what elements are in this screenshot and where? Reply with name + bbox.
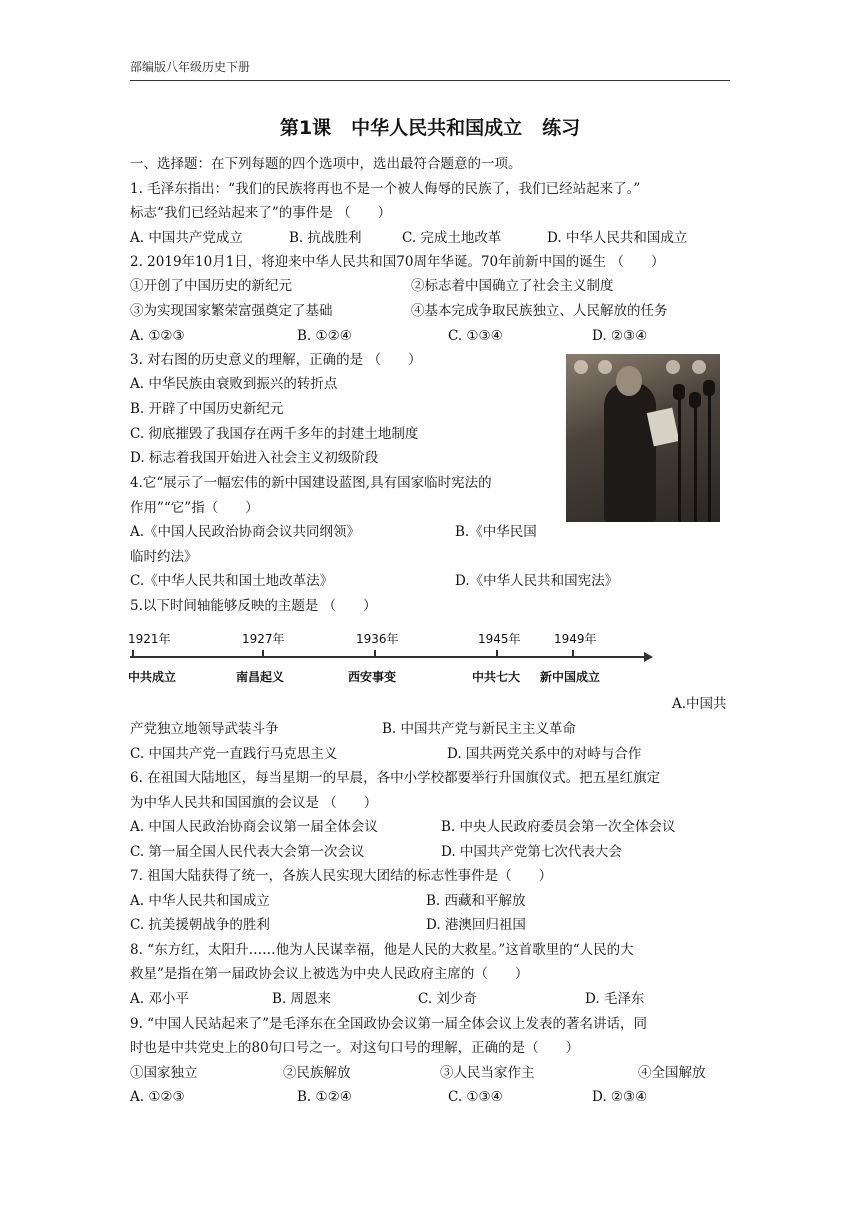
q9-stem-line1: 9. “中国人民站起来了”是毛泽东在全国政协会议第一届全体会议上发表的著名讲话，同: [130, 1016, 647, 1032]
q4-stem-line2: 作用”“它”指（ ）: [130, 500, 259, 516]
q9-statement-2: ②民族解放: [283, 1065, 351, 1081]
q8-stem-line1: 8. “东方红，太阳升……他为人民谋幸福，他是人民的大救星。”这首歌里的“人民的大: [130, 942, 634, 958]
title-suffix: 练习: [542, 117, 581, 139]
q2-stem: 2. 2019年10月1日，将迎来中华人民共和国70周年华诞。70年前新中国的诞生 （ ）: [130, 254, 665, 270]
page-title: [0, 115, 860, 141]
timeline-tick: [262, 650, 264, 657]
q2-option-a: A. ①②③: [130, 328, 185, 344]
q9-option-a: A. ①②③: [130, 1089, 185, 1105]
q2-statement-3: ③为实现国家繁荣富强奠定了基础: [130, 303, 333, 319]
timeline-tick: [374, 650, 376, 657]
q2-statement-2: ②标志着中国确立了社会主义制度: [411, 278, 614, 294]
q5-stem: 5.以下时间轴能够反映的主题是 （ ）: [130, 598, 377, 614]
q9-stem-line2: 时也是中共党史上的80句口号之一。对这句口号的理解，正确的是（ ）: [130, 1040, 580, 1056]
timeline-axis: [130, 656, 646, 658]
q4-option-a: A.《中国人民政治协商会议共同纲领》: [130, 524, 361, 540]
q5-option-d: D. 国共两党关系中的对峙与合作: [447, 746, 642, 762]
q1-stem-line1: 1. 毛泽东指出：“我们的民族将再也不是一个被人侮辱的民族了，我们已经站起来了。”: [130, 181, 641, 197]
q2-statement-4: ④基本完成争取民族独立、人民解放的任务: [411, 303, 668, 319]
q6-option-c: C. 第一届全国人民代表大会第一次会议: [130, 844, 365, 860]
timeline-year: 1921年: [128, 632, 171, 646]
q1-option-b: B. 抗战胜利: [289, 230, 362, 246]
timeline-event: 中共成立: [128, 670, 177, 684]
q5-option-a-part1: A.中国共: [672, 696, 727, 712]
timeline-year: 1936年: [356, 632, 399, 646]
q7-option-c: C. 抗美援朝战争的胜利: [130, 917, 270, 933]
q2-option-c: C. ①③④: [448, 328, 503, 344]
q3-option-a: A. 中华民族由衰败到振兴的转折点: [130, 376, 338, 392]
q3-option-b: B. 开辟了中国历史新纪元: [130, 401, 284, 417]
timeline-arrow: [644, 652, 653, 662]
q9-option-b: B. ①②④: [297, 1089, 352, 1105]
q5-timeline: [126, 628, 656, 688]
timeline-year: 1927年: [242, 632, 285, 646]
q4-stem-line1: 4.它“展示了一幅宏伟的新中国建设蓝图,具有国家临时宪法的: [130, 475, 492, 491]
lesson-number: 第1课: [279, 117, 332, 139]
q6-stem-line1: 6. 在祖国大陆地区，每当星期一的早晨，各中小学校都要举行升国旗仪式。把五星红旗定: [130, 770, 661, 786]
q8-stem-line2: 救星”是指在第一届政协会议上被选为中央人民政府主席的（ ）: [130, 966, 529, 982]
q1-stem-line2: 标志“我们已经站起来了”的事件是 （ ）: [130, 205, 392, 221]
q9-option-c: C. ①③④: [448, 1089, 503, 1105]
q8-option-a: A. 邓小平: [130, 991, 189, 1007]
q5-option-a-part2: 产党独立地领导武装斗争: [130, 721, 279, 737]
q1-option-c: C. 完成土地改革: [402, 230, 502, 246]
q4-option-b-part2: 临时约法》: [130, 549, 198, 565]
q7-option-a: A. 中华人民共和国成立: [130, 893, 270, 909]
q3-option-c: C. 彻底摧毁了我国存在两千多年的封建土地制度: [130, 426, 419, 442]
timeline-tick: [496, 650, 498, 657]
q6-option-a: A. 中国人民政治协商会议第一届全体会议: [130, 819, 378, 835]
q2-option-b: B. ①②④: [297, 328, 352, 344]
timeline-event: 新中国成立: [540, 670, 601, 684]
q6-option-b: B. 中央人民政府委员会第一次全体会议: [441, 819, 676, 835]
q8-option-b: B. 周恩来: [272, 991, 332, 1007]
q2-option-d: D. ②③④: [592, 328, 648, 344]
q4-option-d: D.《中华人民共和国宪法》: [455, 573, 619, 589]
q9-statement-1: ①国家独立: [130, 1065, 198, 1081]
timeline-event: 中共七大: [472, 670, 521, 684]
q7-stem: 7. 祖国大陆获得了统一，各族人民实现大团结的标志性事件是（ ）: [130, 868, 553, 884]
timeline-year: 1945年: [478, 632, 521, 646]
lesson-topic: 中华人民共和国成立: [351, 117, 523, 139]
q5-option-b: B. 中国共产党与新民主主义革命: [382, 721, 577, 737]
q7-option-b: B. 西藏和平解放: [426, 893, 526, 909]
q9-option-d: D. ②③④: [592, 1089, 648, 1105]
timeline-year: 1949年: [554, 632, 597, 646]
q8-option-c: C. 刘少奇: [418, 991, 477, 1007]
founding-ceremony-photo: [566, 354, 720, 522]
q3-stem: 3. 对右图的历史意义的理解，正确的是 （ ）: [130, 352, 422, 368]
q4-option-c: C.《中华人民共和国土地改革法》: [130, 573, 334, 589]
timeline-event: 西安事变: [348, 670, 397, 684]
timeline-event: 南昌起义: [236, 670, 285, 684]
timeline-tick: [572, 650, 574, 657]
q3-option-d: D. 标志着我国开始进入社会主义初级阶段: [130, 450, 379, 466]
q5-option-c: C. 中国共产党一直践行马克思主义: [130, 746, 338, 762]
q9-statement-4: ④全国解放: [638, 1065, 706, 1081]
q6-stem-line2: 为中华人民共和国国旗的会议是 （ ）: [130, 795, 378, 811]
q7-option-d: D. 港澳回归祖国: [426, 917, 526, 933]
header-divider: [130, 80, 730, 81]
q1-option-a: A. 中国共产党成立: [130, 230, 243, 246]
q4-option-b-part1: B.《中华民国: [455, 524, 537, 540]
page-header: 部编版八年级历史下册: [130, 60, 251, 74]
q2-statement-1: ①开创了中国历史的新纪元: [130, 278, 292, 294]
timeline-tick: [132, 650, 134, 657]
q9-statement-3: ③人民当家作主: [440, 1065, 535, 1081]
q1-option-d: D. 中华人民共和国成立: [547, 230, 688, 246]
q8-option-d: D. 毛泽东: [585, 991, 645, 1007]
q6-option-d: D. 中国共产党第七次代表大会: [441, 844, 622, 860]
section-instructions: 一、选择题：在下列每题的四个选项中，选出最符合题意的一项。: [130, 156, 522, 172]
